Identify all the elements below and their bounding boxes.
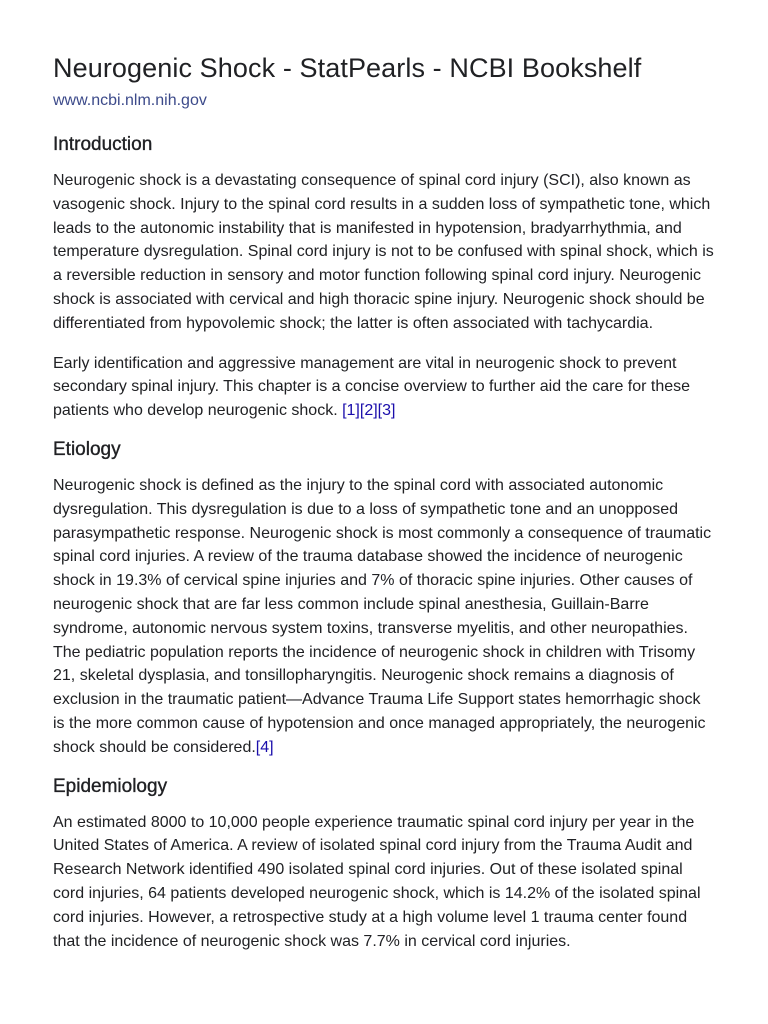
epidemiology-heading: Epidemiology (53, 775, 168, 797)
reference-link-2[interactable]: [2] (359, 402, 378, 420)
introduction-paragraph-2 (53, 352, 716, 423)
epidemiology-paragraph-1: An estimated 8000 to 10,000 people experience traumatic spinal cord injury per year in the United States of America. A review of isolated spinal cord injury from the Trauma Audit and Research Network identified 490 isolated spinal cord injuries. Out of these isolated spinal cord injuries, 64 patients developed neurogenic shock, which is 14.2% of the isolated spinal cord injuries. However, a retrospective study at a high volume level 1 trauma center found that the incidence of neurogenic shock was 7.7% in cervical cord injuries. (53, 813, 701, 950)
etiology-paragraph-1-text: Neurogenic shock is defined as the injury to the spinal cord with associated autonomic dysregulation. This dysregulation is due to a loss of sympathetic tone and an unopposed parasympathetic response. Neurogenic shock is most commonly a consequence of traumatic spinal cord injuries. A review of the trauma database showed the incidence of neurogenic shock in 19.3% of cervical spine injuries and 7% of thoracic spine injuries. Other causes of neurogenic shock that are far less common include spinal anesthesia, Guillain-Barre syndrome, autonomic nervous system toxins, transverse myelitis, and other neuropathies. The pediatric population reports the incidence of neurogenic shock in children with Trisomy 21, skeletal dysplasia, and tonsillopharyngitis. Neurogenic shock remains a diagnosis of exclusion in the traumatic patient—Advance Trauma Life Support states hemorrhagic shock is the more common cause of hypotension and once managed appropriately, the neurogenic shock should be considered. (53, 476, 712, 756)
etiology-paragraph-1 (53, 474, 716, 760)
introduction-heading: Introduction (53, 134, 153, 155)
reference-link-1[interactable]: [1] (342, 402, 360, 420)
reference-link-4[interactable]: [4] (255, 738, 274, 756)
reference-link-3[interactable]: [3] (377, 402, 396, 420)
page-title: Neurogenic Shock - StatPearls - NCBI Bookshelf (53, 53, 642, 83)
etiology-heading: Etiology (53, 438, 121, 460)
source-link[interactable]: www.ncbi.nlm.nih.gov (53, 92, 207, 109)
introduction-paragraph-2-text: Early identification and aggressive management are vital in neurogenic shock to prevent secondary spinal injury. This chapter is a concise overview to further aid the care for these patients who develop neurogenic shock. (53, 354, 691, 420)
introduction-paragraph-1: Neurogenic shock is a devastating consequence of spinal cord injury (SCI), also known as vasogenic shock. Injury to the spinal cord results in a sudden loss of sympathetic tone, which leads to the autonomic instability that is manifested in hypotension, bradyarrhythmia, and temperature dysregulation. Spinal cord injury is not to be confused with spinal shock, which is a reversible reduction in sensory and motor function following spinal cord injury. Neurogenic shock is associated with cervical and high thoracic spine injury. Neurogenic shock should be differentiated from hypovolemic shock; the latter is often associated with tachycardia. (53, 172, 714, 332)
